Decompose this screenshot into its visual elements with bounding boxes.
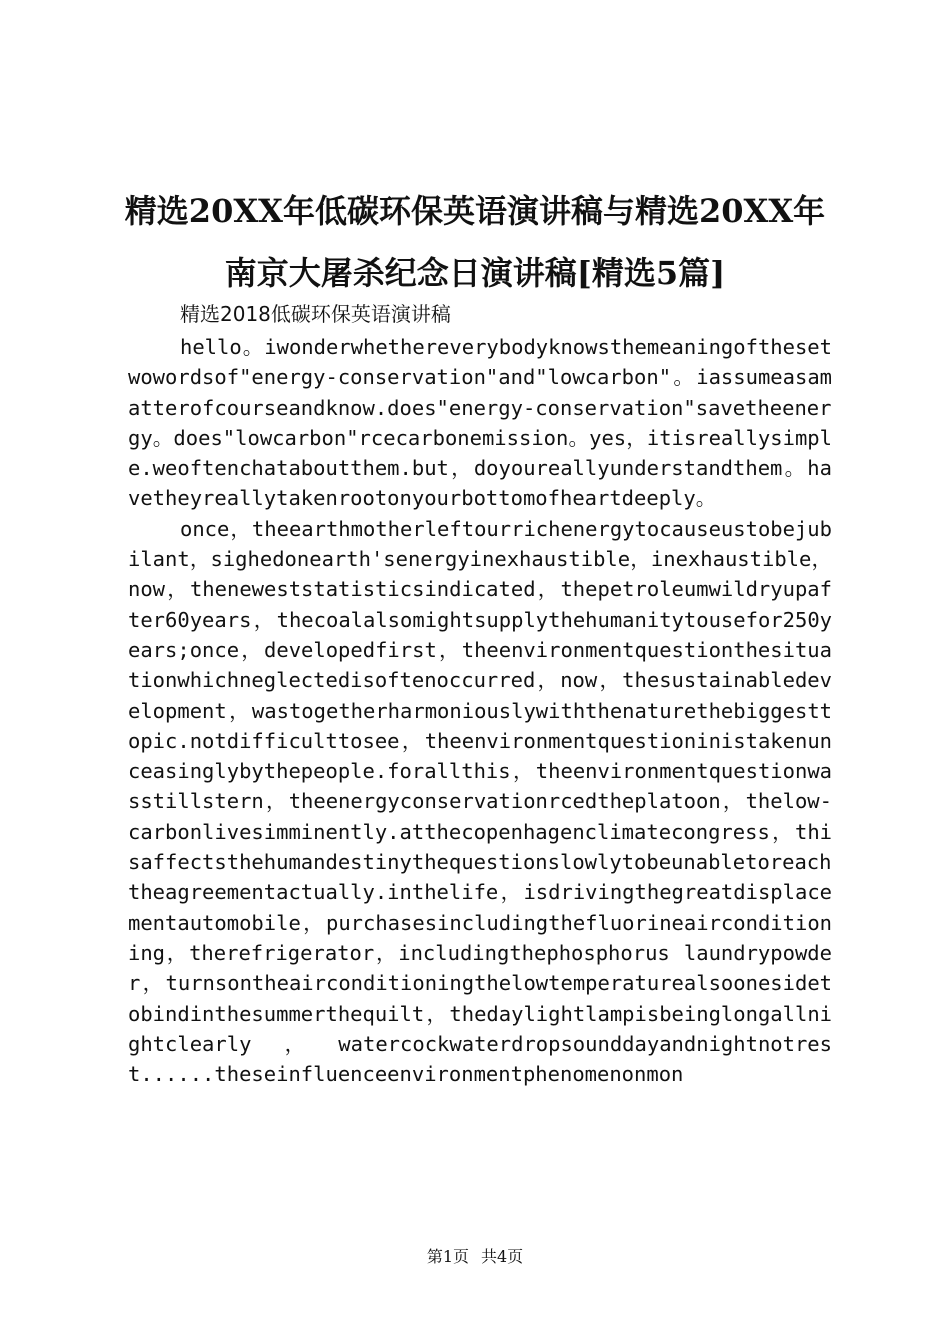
document-title: 精选20XX年低碳环保英语演讲稿与精选20XX年南京大屠杀纪念日演讲稿[精选5篇] — [124, 192, 826, 292]
page-footer — [0, 1244, 950, 1267]
paragraph-2: once，theearthmotherleftourrichenergytocauseustobejubilant，sighedonearth'senergyinexhaustible，inexhaustible，now，thenewestst​atisticsindicated，thepetroleumwildryupafter60years，thecoalalsomightsupplythehumanitytousefor250years;once，developedfirst，theenvironmentquestionthesituationwhichneglectedisoftenoccurred，now，thesustainabledevelopment，wastogetherharmoniouslywiththenaturethebiggesttopic.notdifficulttosee，theenvironmentquestioninistakenunceasinglybythepeople.forallthis，theenvironmentquestionwasstillstern，theenergyconservationrcedtheplatoon，thelow-carbonlivesimminently.atthecopenhagenclimatecongress，thisaffectsthehumandestinythequestionslowlytobeunabletoreachtheagreementactually.inthelife，isdrivingthegreatdisplacementautomobile，purchasesincludingthefluorineairconditioning，therefrigerator，includingthephosphorus laundrypowder，turnsontheairconditioningthelowtemperaturealsoonesidetobindinthesummerthequilt，thedaylightlampisbeinglongallnightclearly，watercockwaterdropsounddayandnightnotrest......theseinfluenceenvironmentphenomenonmon — [128, 516, 832, 1087]
page-total: 共4页 — [481, 1247, 524, 1266]
body-text — [128, 332, 832, 1089]
paragraph-1: hello。iwonderwhethereverybodyknowsthemeaningofthesetwowordsof"energy-conservation"and"lowcarbon"。iassumeasamatterofcourseandknow.does"energy-conservation"savetheenergy。does"lowcarbon"rcecarbonemission。yes，itisreallysimple.weoftenchataboutthem.but，doyoureallyunderstandthem。havetheyreallytakenrootonyourbottomofheartdeeply。 — [128, 335, 832, 511]
section-heading: 精选2018低碳环保英语演讲稿 — [180, 302, 451, 326]
page-number: 第1页 — [426, 1247, 469, 1266]
